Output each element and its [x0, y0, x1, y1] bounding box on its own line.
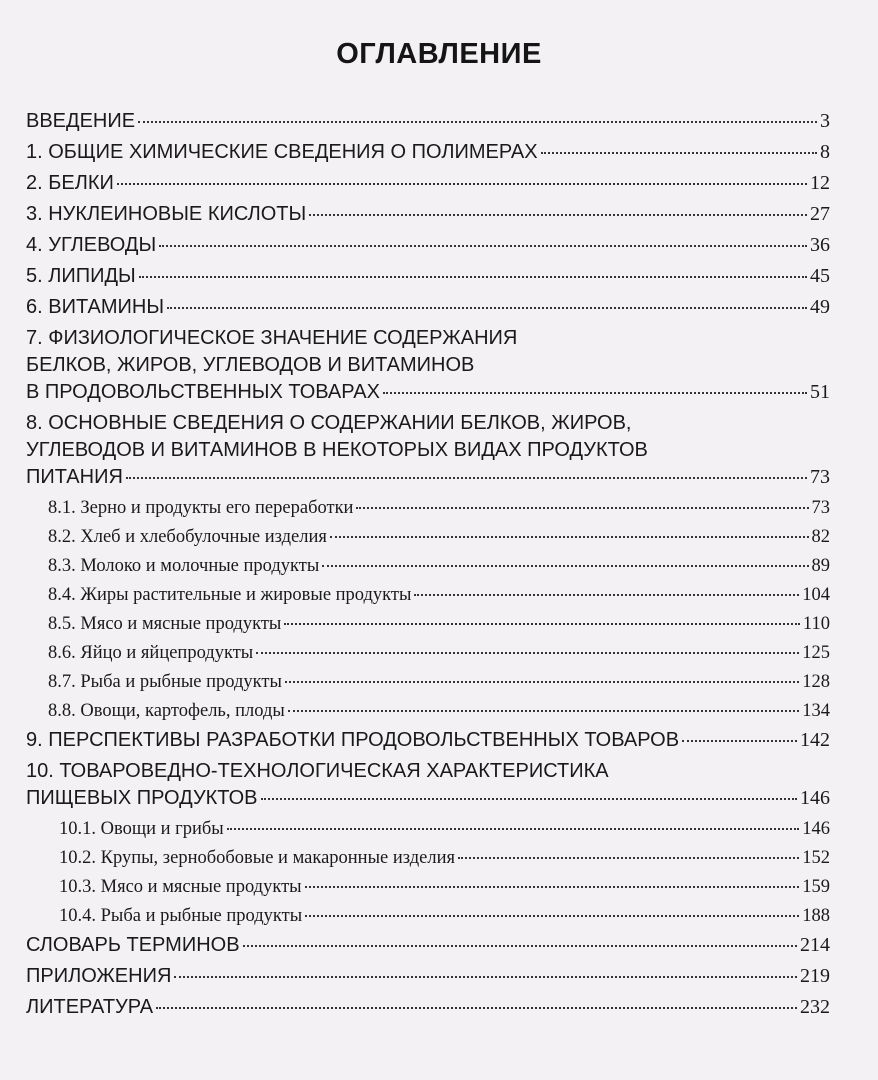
toc-page-number: 142 [800, 729, 830, 751]
dot-leader [256, 652, 799, 654]
toc-entry-title: ЛИТЕРАТУРА [26, 996, 154, 1018]
dot-leader [458, 857, 799, 859]
toc-subentry-8-4 [26, 582, 830, 611]
toc-entry-title: 8.1. Зерно и продукты его переработки [48, 498, 354, 518]
toc-entry-title: 10.2. Крупы, зернобобовые и макаронные изделия [59, 848, 455, 868]
toc-entry-title: 10.1. Овощи и грибы [59, 819, 224, 839]
dot-leader [309, 214, 807, 216]
dot-leader [174, 976, 797, 978]
toc-subentry-8-5 [26, 611, 830, 640]
toc-page-number: 128 [802, 672, 830, 692]
toc-subentry-10-1 [26, 816, 830, 845]
toc-entry-chapter-4 [26, 232, 830, 263]
toc-entry-title: 8.4. Жиры растительные и жировые продукты [48, 585, 412, 605]
toc-subentry-8-1 [26, 495, 830, 524]
toc-page-number: 159 [802, 877, 830, 897]
toc-page-number: 3 [820, 110, 830, 132]
toc-entry-title-line: 8. ОСНОВНЫЕ СВЕДЕНИЯ О СОДЕРЖАНИИ БЕЛКОВ, ЖИРОВ, [26, 412, 632, 434]
toc-page-number: 27 [810, 203, 830, 225]
toc-entry-title: 6. ВИТАМИНЫ [26, 296, 165, 318]
toc-page-number: 134 [802, 701, 830, 721]
toc-entry-literature [26, 994, 830, 1025]
toc-entry-title: 10.4. Рыба и рыбные продукты [59, 906, 303, 926]
toc-subentry-8-3 [26, 553, 830, 582]
toc-entry-title: 8.5. Мясо и мясные продукты [48, 614, 282, 634]
toc-entry-title: В ПРОДОВОЛЬСТВЕННЫХ ТОВАРАХ [26, 381, 380, 403]
dot-leader [682, 740, 797, 742]
toc-entry-title: ПРИЛОЖЕНИЯ [26, 965, 172, 987]
table-of-contents [26, 108, 830, 1025]
toc-entry-title-line: БЕЛКОВ, ЖИРОВ, УГЛЕВОДОВ И ВИТАМИНОВ [26, 354, 475, 376]
toc-page-number: 152 [802, 848, 830, 868]
toc-entry-title: 8.7. Рыба и рыбные продукты [48, 672, 282, 692]
toc-entry-appendices [26, 963, 830, 994]
dot-leader [138, 121, 817, 123]
dot-leader [117, 183, 807, 185]
toc-page-number: 51 [810, 381, 830, 403]
toc-entry-chapter-3 [26, 201, 830, 232]
toc-page-number: 188 [802, 906, 830, 926]
toc-page-number: 89 [811, 556, 830, 576]
dot-leader [383, 392, 807, 394]
toc-page-number: 73 [811, 498, 830, 518]
toc-entry-title: 8.3. Молоко и молочные продукты [48, 556, 320, 576]
page-title: ОГЛАВЛЕНИЕ [336, 38, 542, 70]
toc-subentry-10-2 [26, 845, 830, 874]
toc-entry-title: 2. БЕЛКИ [26, 172, 114, 194]
toc-page-number: 36 [810, 234, 830, 256]
toc-entry-chapter-9 [26, 727, 830, 758]
toc-entry-title-line: 7. ФИЗИОЛОГИЧЕСКОЕ ЗНАЧЕНИЕ СОДЕРЖАНИЯ [26, 327, 518, 349]
toc-entry-title: 8.8. Овощи, картофель, плоды [48, 701, 285, 721]
toc-entry-title: 3. НУКЛЕИНОВЫЕ КИСЛОТЫ [26, 203, 307, 225]
toc-entry-chapter-1 [26, 139, 830, 170]
toc-page-number: 146 [800, 787, 830, 809]
toc-subentry-8-6 [26, 640, 830, 669]
dot-leader [305, 915, 799, 917]
toc-entry-title: 10.3. Мясо и мясные продукты [59, 877, 302, 897]
toc-page-number: 82 [811, 527, 830, 547]
toc-entry-title: СЛОВАРЬ ТЕРМИНОВ [26, 934, 240, 956]
dot-leader [126, 477, 807, 479]
toc-entry-chapter-6 [26, 294, 830, 325]
dot-leader [330, 536, 809, 538]
toc-page-number: 110 [802, 614, 830, 634]
toc-entry-title: ВВЕДЕНИЕ [26, 110, 136, 132]
dot-leader [243, 945, 797, 947]
toc-subentry-8-8 [26, 698, 830, 727]
dot-leader [261, 798, 797, 800]
toc-page-number: 125 [802, 643, 830, 663]
toc-entry-title: 9. ПЕРСПЕКТИВЫ РАЗРАБОТКИ ПРОДОВОЛЬСТВЕННЫХ ТОВАРОВ [26, 729, 680, 751]
toc-entry-title: 1. ОБЩИЕ ХИМИЧЕСКИЕ СВЕДЕНИЯ О ПОЛИМЕРАХ [26, 141, 538, 163]
dot-leader [139, 276, 807, 278]
dot-leader [156, 1007, 797, 1009]
toc-entry-introduction [26, 108, 830, 139]
toc-entry-title-line: 10. ТОВАРОВЕДНО-ТЕХНОЛОГИЧЕСКАЯ ХАРАКТЕРИСТИКА [26, 760, 609, 782]
toc-page-number: 104 [802, 585, 830, 605]
toc-entry-chapter-2 [26, 170, 830, 201]
toc-page-number: 73 [810, 466, 830, 488]
toc-subentry-8-2 [26, 524, 830, 553]
dot-leader [284, 623, 800, 625]
toc-entry-glossary [26, 932, 830, 963]
toc-entry-chapter-5 [26, 263, 830, 294]
dot-leader [356, 507, 808, 509]
dot-leader [159, 245, 807, 247]
toc-page-number: 214 [800, 934, 830, 956]
dot-leader [322, 565, 808, 567]
toc-page-number: 49 [810, 296, 830, 318]
toc-page-number: 12 [810, 172, 830, 194]
dot-leader [285, 681, 799, 683]
dot-leader [167, 307, 807, 309]
toc-entry-title: 4. УГЛЕВОДЫ [26, 234, 157, 256]
toc-entry-chapter-10 [26, 758, 830, 816]
dot-leader [288, 710, 799, 712]
toc-entry-title: 8.2. Хлеб и хлебобулочные изделия [48, 527, 327, 547]
toc-entry-title: 5. ЛИПИДЫ [26, 265, 136, 287]
dot-leader [227, 828, 800, 830]
dot-leader [305, 886, 800, 888]
toc-entry-chapter-8 [26, 410, 830, 495]
dot-leader [414, 594, 799, 596]
toc-subentry-8-7 [26, 669, 830, 698]
toc-page-number: 146 [802, 819, 830, 839]
toc-entry-title: 8.6. Яйцо и яйцепродукты [48, 643, 254, 663]
dot-leader [541, 152, 817, 154]
toc-subentry-10-3 [26, 874, 830, 903]
toc-page-number: 219 [800, 965, 830, 987]
toc-page-number: 45 [810, 265, 830, 287]
toc-entry-chapter-7 [26, 325, 830, 410]
toc-entry-title: ПИТАНИЯ [26, 466, 123, 488]
toc-page-number: 8 [820, 141, 830, 163]
toc-entry-title: ПИЩЕВЫХ ПРОДУКТОВ [26, 787, 258, 809]
toc-page-number: 232 [800, 996, 830, 1018]
toc-subentry-10-4 [26, 903, 830, 932]
toc-entry-title-line: УГЛЕВОДОВ И ВИТАМИНОВ В НЕКОТОРЫХ ВИДАХ ПРОДУКТОВ [26, 439, 648, 461]
